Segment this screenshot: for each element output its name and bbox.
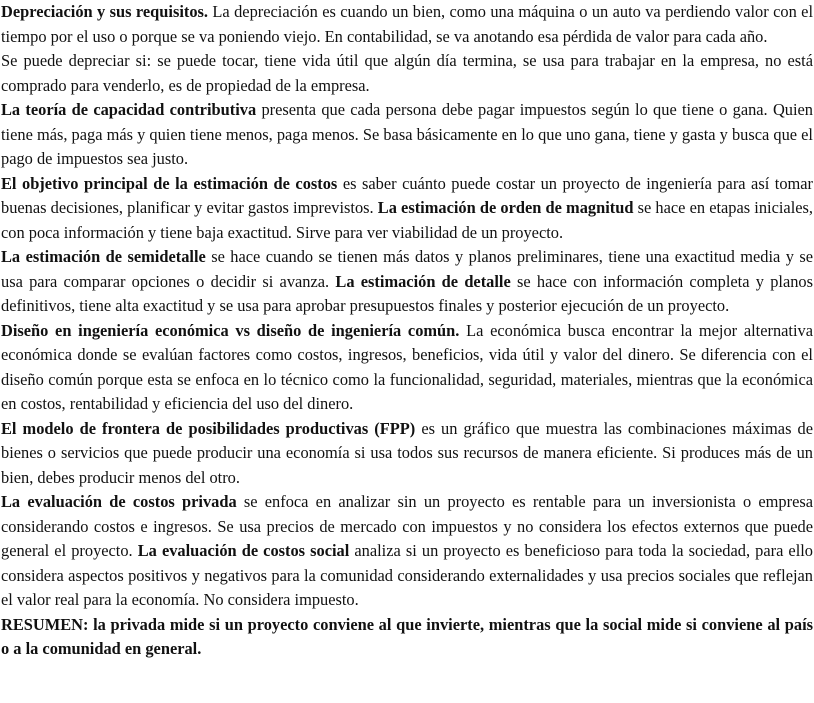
- text-detalle: se hace con información completa y planos definitivos, tiene alta exactitud y se usa para aprobar presupuestos finales y posterior ejecución de un proyecto.: [1, 271, 813, 315]
- text-resumen: RESUMEN: la privada mide si un proyecto conviene al que invierte, mientras que la social mide si conviene al país o a la comunidad en general.: [1, 614, 813, 658]
- heading-evaluacion-privada: La evaluación de costos privada: [1, 492, 237, 511]
- heading-diseno-ingenieria: Diseño en ingeniería económica vs diseño de ingeniería común.: [1, 320, 460, 340]
- heading-depreciacion: Depreciación y sus requisitos.: [1, 2, 209, 21]
- heading-semidetalle: La estimación de semidetalle: [1, 247, 206, 266]
- paragraph-diseno-ingenieria: [1, 319, 813, 417]
- paragraph-fpp: [1, 417, 813, 491]
- heading-estimacion-costos: El objetivo principal de la estimación de costos: [1, 173, 338, 193]
- heading-capacidad-contributiva: La teoría de capacidad contributiva: [1, 100, 257, 119]
- text-orden-magnitud: se hace en etapas iniciales, con poca información y tiene baja exactitud. Sirve para ver viabilidad de un proyecto.: [1, 198, 814, 242]
- text-evaluacion-social: analiza si un proyecto es beneficioso para toda la sociedad, para ello considera aspectos positivos y negativos para la comunidad considerando externalidades y usa precios sociales que reflejan el valor real para la economía. No considera impuesto.: [1, 541, 813, 609]
- text-requisitos: Se puede depreciar si: se puede tocar, tiene vida útil que algún día termina, se usa para trabajar en la empresa, no está comprado para venderlo, es de propiedad de la empresa.: [1, 51, 813, 95]
- heading-evaluacion-social: La evaluación de costos social: [137, 541, 350, 560]
- text-diseno-ingenieria: La económica busca encontrar la mejor alternativa económica donde se evalúan factores como costos, ingresos, beneficios, vida útil y valor del dinero. Se diferencia con el diseño común porque esta se enfoca en lo técnico como la funcionalidad, seguridad, materiales, mientras que la económica en costos, rentabilidad y eficiencia del uso del dinero.: [1, 320, 813, 413]
- text-evaluacion-privada: se enfoca en analizar sin un proyecto es rentable para un inversionista o empresa considerando costos e ingresos. Se usa precios de mercado con impuestos y no considera los efectos externos que puede general el proyecto.: [1, 492, 814, 560]
- paragraph-resumen: [1, 613, 813, 662]
- paragraph-capacidad-contributiva: [1, 98, 813, 172]
- heading-detalle: La estimación de detalle: [335, 271, 511, 291]
- heading-orden-magnitud: La estimación de orden de magnitud: [377, 198, 634, 217]
- paragraph-evaluacion-costos: [1, 490, 813, 613]
- paragraph-estimacion-semidetalle: [1, 245, 813, 319]
- paragraph-estimacion-costos: [1, 172, 813, 246]
- paragraph-requisitos: [1, 49, 813, 98]
- text-estimacion-costos: es saber cuánto puede costar un proyecto de ingeniería para así tomar buenas decisiones, planificar y evitar gastos imprevistos.: [1, 173, 814, 217]
- text-semidetalle: se hace cuando se tienen más datos y planos preliminares, tiene una exactitud media y se usa para comparar opciones o decidir si avanza.: [1, 247, 813, 291]
- text-depreciacion: La depreciación es cuando un bien, como una máquina o un auto va perdiendo valor con el tiempo por el uso o porque se va poniendo viejo. En contabilidad, se va anotando esa pérdida de valor para cada año.: [1, 2, 813, 46]
- text-capacidad-contributiva: presenta que cada persona debe pagar impuestos según lo que tiene o gana. Quien tiene más, paga más y quien tiene menos, paga menos. Se basa básicamente en lo que uno gana, tiene y gasta y busca que el pago de impuestos sea justo.: [1, 100, 813, 168]
- heading-fpp: El modelo de frontera de posibilidades productivas (FPP): [1, 418, 416, 438]
- text-fpp: es un gráfico que muestra las combinaciones máximas de bienes o servicios que puede producir una economía si usa todos sus recursos de manera eficiente. Si produces más de un bien, debes producir menos del otro.: [1, 418, 813, 487]
- paragraph-depreciacion: [1, 0, 813, 49]
